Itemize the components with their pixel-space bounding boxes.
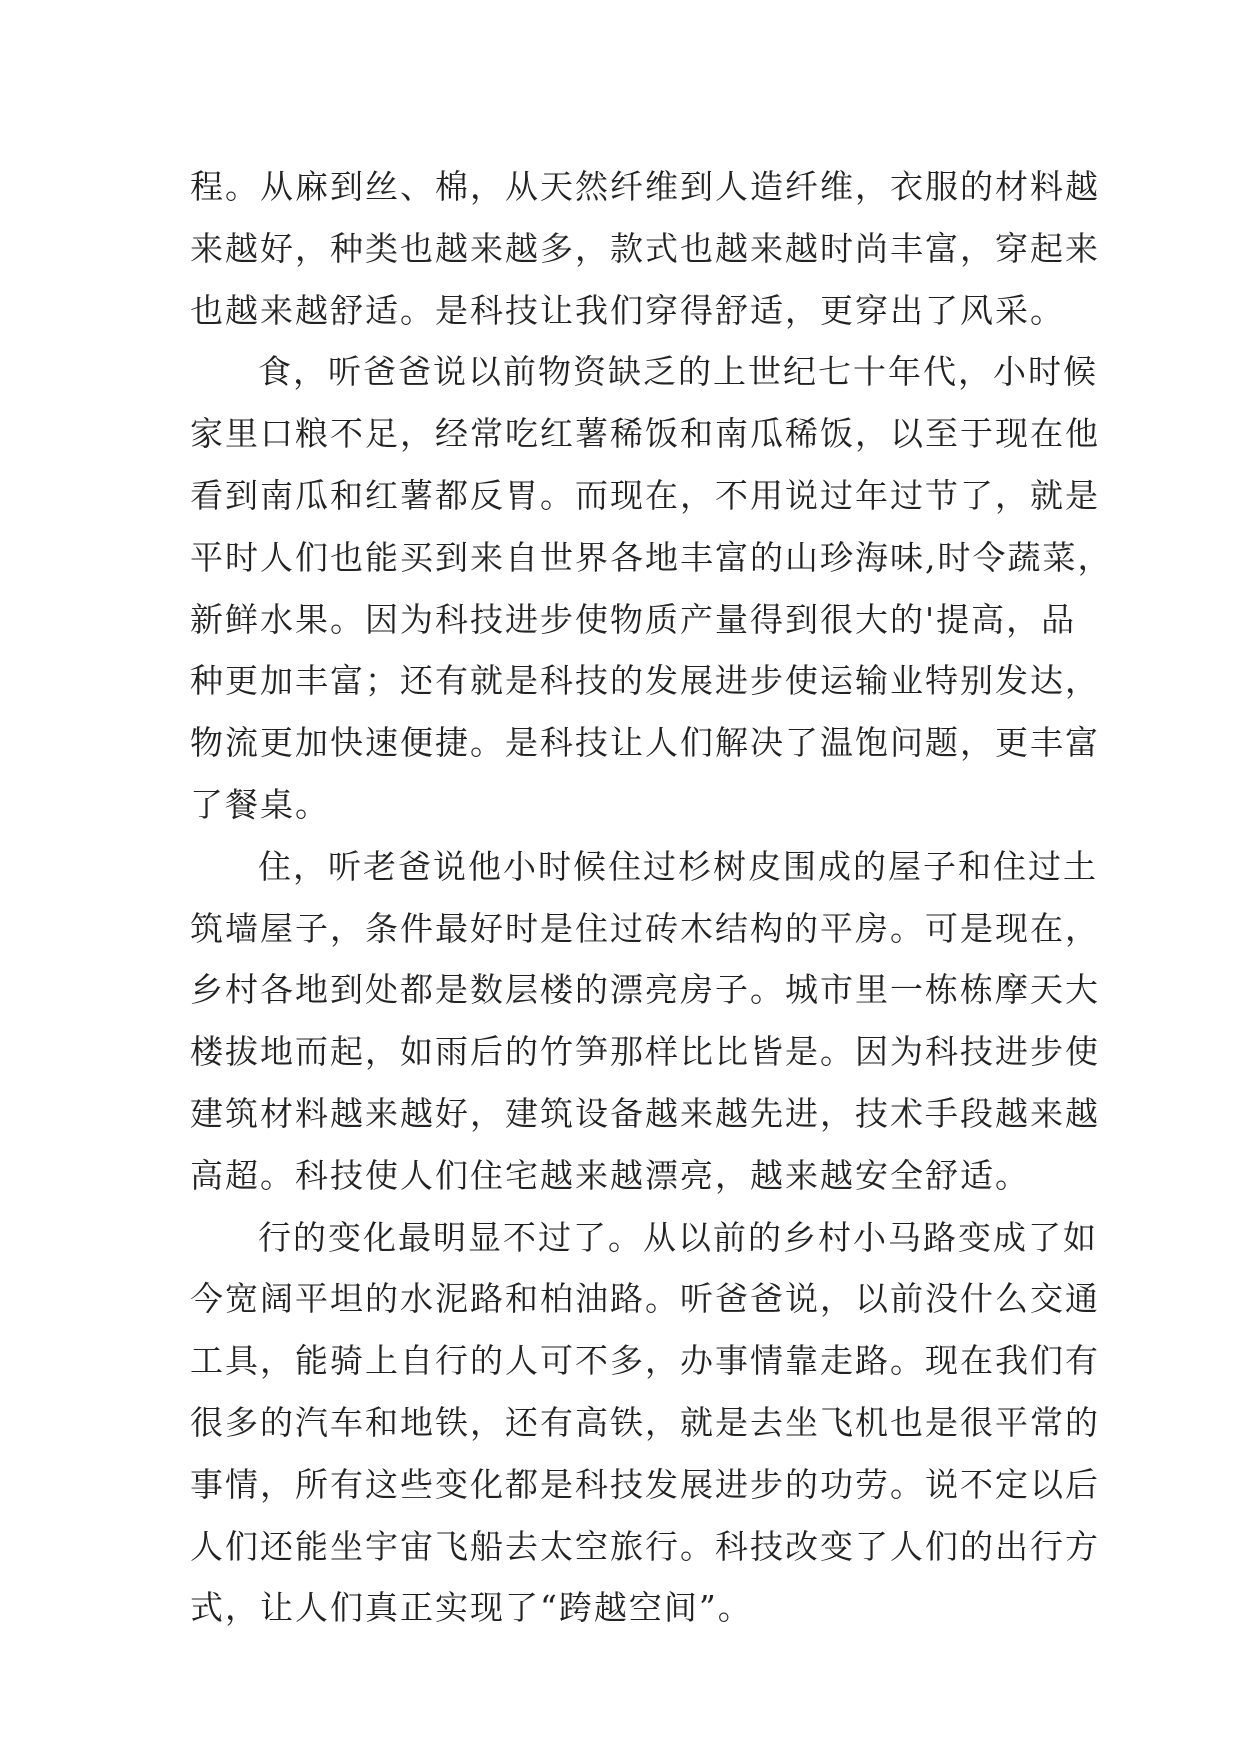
text-line: 也越来越舒适。是科技让我们穿得舒适，更穿出了风采。 bbox=[190, 290, 1065, 330]
paragraph-food bbox=[190, 341, 1113, 835]
text-line: 乡村各地到处都是数层楼的漂亮房子。城市里一栋栋摩天大 bbox=[190, 970, 1100, 1010]
text-line: 行的变化最明显不过了。从以前的乡村小马路变成了如 bbox=[258, 1217, 1098, 1257]
text-line: 建筑材料越来越好，建筑设备越来越先进，技术手段越来越 bbox=[190, 1093, 1100, 1133]
text-line: 新鲜水果。因为科技进步使物质产量得到很大的'提高，品 bbox=[190, 599, 1077, 639]
paragraph-housing bbox=[190, 836, 1100, 1207]
paragraph-clothing bbox=[190, 156, 1100, 341]
text-line: 食，听爸爸说以前物资缺乏的上世纪七十年代，小时候 bbox=[258, 352, 1098, 392]
paragraph-transport bbox=[190, 1207, 1100, 1640]
text-line: 高超。科技使人们住宅越来越漂亮，越来越安全舒适。 bbox=[190, 1155, 1030, 1195]
text-line: 程。从麻到丝、棉，从天然纤维到人造纤维，衣服的材料越 bbox=[190, 167, 1100, 206]
text-line: 很多的汽车和地铁，还有高铁，就是去坐飞机也是很平常的 bbox=[190, 1402, 1100, 1442]
text-line: 家里口粮不足，经常吃红薯稀饭和南瓜稀饭，以至于现在他 bbox=[190, 414, 1100, 454]
text-line: 来越好，种类也越来越多，款式也越来越时尚丰富，穿起来 bbox=[190, 228, 1100, 268]
document-body bbox=[190, 156, 1113, 1639]
text-line: 式，让人们真正实现了“跨越空间”。 bbox=[190, 1588, 753, 1628]
text-line: 了餐桌。 bbox=[190, 784, 330, 824]
text-line: 住，听老爸说他小时候住过杉树皮围成的屋子和住过土 bbox=[258, 846, 1098, 886]
text-line: 筑墙屋子，条件最好时是住过砖木结构的平房。可是现在， bbox=[190, 908, 1100, 948]
text-line: 人们还能坐宇宙飞船去太空旅行。科技改变了人们的出行方 bbox=[190, 1526, 1100, 1566]
text-line: 事情，所有这些变化都是科技发展进步的功劳。说不定以后 bbox=[190, 1464, 1100, 1504]
text-line: 平时人们也能买到来自世界各地丰富的山珍海味,时令蔬菜， bbox=[190, 537, 1113, 577]
text-line: 今宽阔平坦的水泥路和柏油路。听爸爸说，以前没什么交通 bbox=[190, 1279, 1100, 1319]
text-line: 看到南瓜和红薯都反胃。而现在，不用说过年过节了，就是 bbox=[190, 475, 1100, 515]
text-line: 工具，能骑上自行的人可不多，办事情靠走路。现在我们有 bbox=[190, 1341, 1100, 1381]
text-line: 种更加丰富；还有就是科技的发展进步使运输业特别发达， bbox=[190, 661, 1100, 701]
text-line: 楼拔地而起，如雨后的竹笋那样比比皆是。因为科技进步使 bbox=[190, 1032, 1100, 1072]
text-line: 物流更加快速便捷。是科技让人们解决了温饱问题，更丰富 bbox=[190, 723, 1100, 763]
